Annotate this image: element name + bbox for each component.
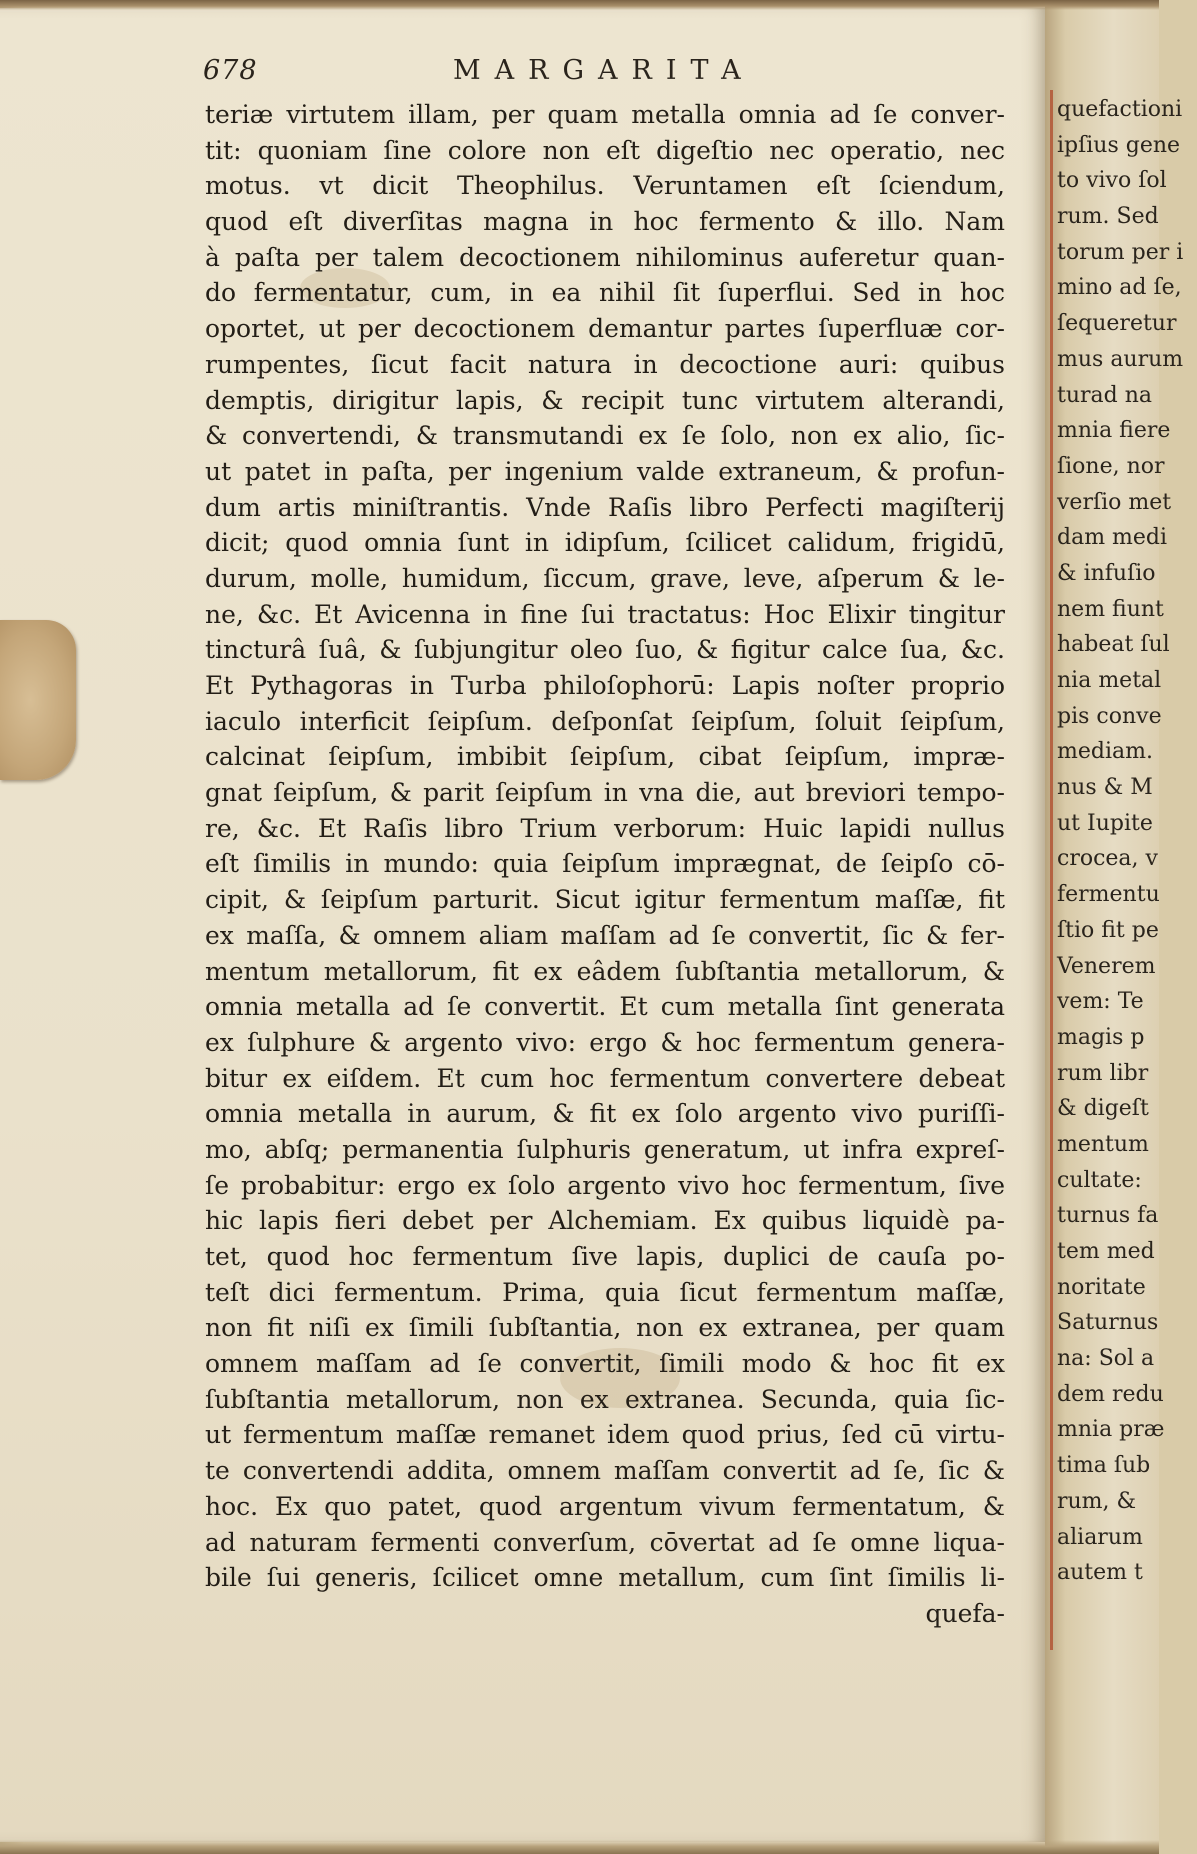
text-line: ex ſulphure & argento vivo: ergo & hoc fermentum genera- <box>205 1027 1005 1057</box>
facing-text-line: ſione, nor <box>1057 453 1165 479</box>
text-line: re, &c. Et Raſis libro Trium verborum: Huic lapidi nullus <box>205 813 1005 843</box>
text-line: ſe probabitur: ergo ex ſolo argento vivo hoc fermentum, ſive <box>205 1170 1005 1200</box>
text-line: cipit, & ſeipſum parturit. Sicut igitur fermentum maſſæ, fit <box>205 885 1005 915</box>
facing-text-line: mus aurum <box>1057 346 1184 372</box>
facing-text-line: rum. Sed <box>1057 204 1159 230</box>
facing-text-line: torum per i <box>1057 239 1184 265</box>
page-number: 678 <box>203 55 258 86</box>
facing-text-line: mnia præ <box>1057 1417 1165 1443</box>
text-line: ex maſſa, & omnem aliam maſſam ad ſe convertit, ſic & fer- <box>205 920 1005 950</box>
facing-text-line: mentum <box>1057 1131 1149 1157</box>
facing-text-line: verſio met <box>1057 489 1172 515</box>
text-line: rumpentes, ſicut facit natura in decoctione auri: quibus <box>205 349 1005 379</box>
facing-text-line: tima ſub <box>1057 1453 1151 1479</box>
text-line: ſubſtantia metallorum, non ex extranea. Secunda, quia ſic- <box>205 1384 1005 1414</box>
facing-text-line: fermentu <box>1057 882 1160 908</box>
text-line: hic lapis fieri debet per Alchemiam. Ex quibus liquidè pa- <box>205 1206 1005 1236</box>
facing-text-line: nia metal <box>1057 668 1162 693</box>
facing-text-line: Saturnus <box>1057 1310 1159 1336</box>
text-line: do fermentatur, cum, in ea nihil ſit ſuperflui. Sed in hoc <box>205 278 1005 308</box>
facing-text-line: turnus fa <box>1057 1203 1159 1229</box>
facing-text-line: mino ad ſe, <box>1057 275 1182 301</box>
facing-text-line: pis conve <box>1057 703 1162 729</box>
text-line: quod eſt diverſitas magna in hoc fermento & illo. Nam <box>205 207 1005 237</box>
text-line: omnem maſſam ad ſe convertit, ſimili modo & hoc fit ex <box>205 1349 1005 1379</box>
facing-text-line: tem med <box>1057 1239 1155 1264</box>
facing-text-line: & infuſio <box>1057 560 1156 586</box>
facing-text-line: aliarum <box>1057 1524 1143 1550</box>
facing-text-line: ut Iupite <box>1057 810 1153 836</box>
text-line: oportet, ut per decoctionem demantur partes ſuperfluæ cor- <box>205 314 1005 344</box>
text-line: ut patet in paſta, per ingenium valde extraneum, & profun- <box>205 456 1005 486</box>
text-line: mo, abſq; permanentia ſulphuris generatum, ut infra expreſ- <box>205 1134 1005 1164</box>
text-line: dum artis miniſtrantis. Vnde Raſis libro Perfecti magiſterij <box>205 492 1005 522</box>
text-line: tit: quoniam ſine colore non eſt digeſtio nec operatio, nec <box>205 135 1005 165</box>
text-line: teriæ virtutem illam, per quam metalla omnia ad ſe conver- <box>205 100 1005 129</box>
text-line: mentum metallorum, fit ex eâdem ſubſtantia metallorum, & <box>205 956 1005 986</box>
body-text <box>205 97 1005 1632</box>
facing-text-line: dam medi <box>1057 525 1168 551</box>
text-line: dicit; quod omnia ſunt in idipſum, ſcilicet calidum, frigidū, <box>205 528 1005 558</box>
facing-text-line: habeat ſul <box>1057 632 1170 658</box>
facing-text-line: quefactioni <box>1057 97 1183 122</box>
book-top-edge <box>0 0 1159 10</box>
facing-text-line: to vivo ſol <box>1057 168 1167 194</box>
facing-text-line: ſequeretur <box>1057 311 1177 337</box>
text-line: motus. vt dicit Theophilus. Veruntamen eſt ſciendum, <box>205 171 1005 201</box>
facing-text-line: turad na <box>1057 382 1153 408</box>
text-line: ne, &c. Et Avicenna in fine ſui tractatus: Hoc Elixir tingitur <box>205 599 1005 629</box>
text-line: tet, quod hoc fermentum ſive lapis, duplici de cauſa po- <box>205 1242 1005 1271</box>
text-line: teſt dici fermentum. Prima, quia ſicut fermentum maſſæ, <box>205 1277 1005 1307</box>
paper-tab-fragment <box>0 620 76 780</box>
text-line: non fit niſi ex ſimili ſubſtantia, non ex extranea, per quam <box>205 1313 1005 1343</box>
page-header <box>203 55 1023 95</box>
text-line: demptis, dirigitur lapis, & recipit tunc virtutem alterandi, <box>205 385 1005 415</box>
text-line: bitur ex eiſdem. Et cum hoc fermentum convertere debeat <box>205 1063 1005 1093</box>
text-line: bile ſui generis, ſcilicet omne metallum, cum ſint ſimilis li- <box>205 1563 1005 1593</box>
facing-text-line: rum libr <box>1057 1060 1149 1086</box>
facing-text-line: crocea, v <box>1057 846 1158 872</box>
text-line: & convertendi, & transmutandi ex ſe ſolo, non ex alio, ſic- <box>205 421 1005 451</box>
text-line: omnia metalla in aurum, & fit ex ſolo argento vivo puriſſi- <box>205 1099 1005 1129</box>
text-line: eſt ſimilis in mundo: quia ſeipſum imprægnat, de ſeipſo cō- <box>205 849 1005 879</box>
facing-text-line: autem t <box>1057 1560 1143 1586</box>
facing-text-line: Venerem <box>1057 953 1156 979</box>
facing-text-line: ipſius gene <box>1057 132 1181 158</box>
facing-text-line: nus & M <box>1057 775 1153 801</box>
facing-text-line: magis p <box>1057 1024 1145 1050</box>
text-line: iaculo interficit ſeipſum. deſponſat ſeipſum, ſoluit ſeipſum, <box>205 706 1005 736</box>
facing-text-line: mnia fiere <box>1057 418 1171 444</box>
text-line: ad naturam fermenti converſum, cōvertat ad ſe omne liqua- <box>205 1527 1005 1557</box>
facing-text-line: noritate <box>1057 1274 1146 1300</box>
facing-text-line: vem: Te <box>1057 989 1144 1015</box>
book-bottom-edge <box>0 1840 1159 1854</box>
running-head: MARGARITA <box>453 55 755 86</box>
facing-text-line: mediam. <box>1057 739 1153 765</box>
facing-text-line: ſtio fit pe <box>1057 917 1159 943</box>
facing-text-line: rum, & <box>1057 1488 1137 1514</box>
text-line: tincturâ ſuâ, & ſubjungitur oleo ſuo, & figitur calce ſua, &c. <box>205 635 1005 665</box>
text-line: te convertendi addita, omnem maſſam convertit ad ſe, ſic & <box>205 1456 1005 1486</box>
text-line: gnat ſeipſum, & parit ſeipſum in vna die, aut breviori tempo- <box>205 778 1005 808</box>
facing-page-text <box>1057 92 1197 1591</box>
facing-text-line: na: Sol a <box>1057 1346 1155 1372</box>
text-line: durum, molle, humidum, ſiccum, grave, leve, aſperum & le- <box>205 563 1005 593</box>
facing-text-line: dem redu <box>1057 1381 1164 1407</box>
facing-text-line: nem fiunt <box>1057 596 1164 622</box>
facing-page <box>1045 0 1184 1854</box>
facing-text-line: cultate: <box>1057 1167 1142 1193</box>
facing-text-line: & digeſt <box>1057 1096 1149 1122</box>
gutter-edge <box>1050 90 1053 1650</box>
text-line: ut fermentum maſſæ remanet idem quod prius, ſed cū virtu- <box>205 1420 1005 1450</box>
text-line: omnia metalla ad ſe convertit. Et cum metalla ſint generata <box>205 992 1005 1022</box>
catchword: quefa- <box>925 1598 1005 1628</box>
text-line: calcinat ſeipſum, imbibit ſeipſum, cibat ſeipſum, impræ- <box>205 742 1005 772</box>
text-line: à paſta per talem decoctionem nihilominus auferetur quan- <box>205 242 1005 272</box>
text-line: Et Pythagoras in Turba philoſophorū: Lapis noſter proprio <box>205 671 1005 700</box>
text-line: hoc. Ex quo patet, quod argentum vivum fermentatum, & <box>205 1491 1005 1521</box>
